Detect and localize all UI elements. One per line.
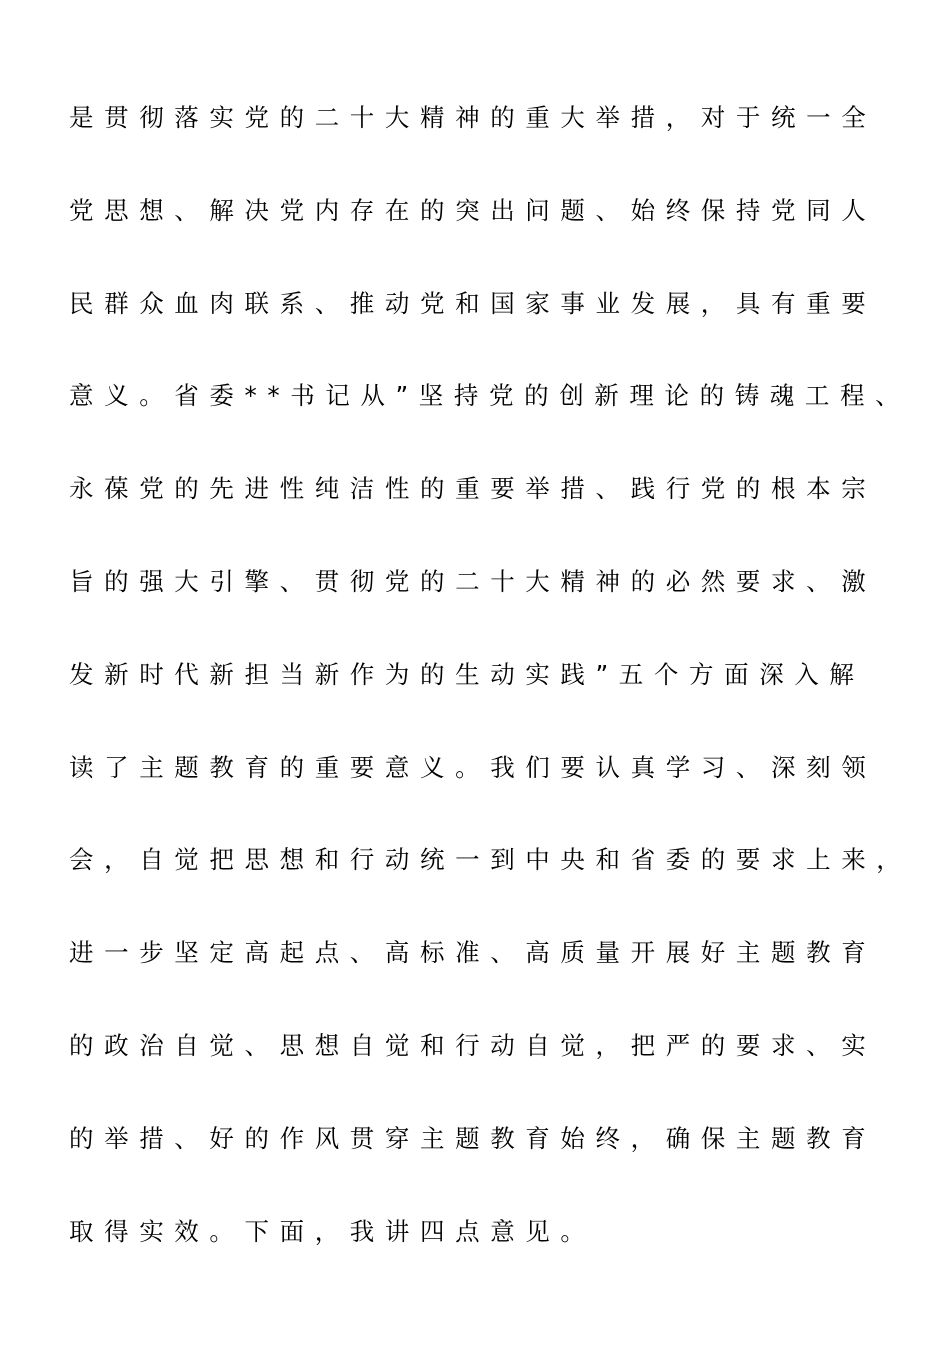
text-line: 是贯彻落实党的二十大精神的重大举措，对于统一全 [69, 103, 877, 132]
text-line: 取得实效。下面，我讲四点意见。 [69, 1216, 596, 1246]
text-line: 旨的强大引擎、贯彻党的二十大精神的必然要求、激 [69, 566, 877, 596]
text-line: 的政治自觉、思想自觉和行动自觉，把严的要求、实 [69, 1030, 877, 1060]
text-line: 党思想、解决党内存在的突出问题、始终保持党同人 [69, 195, 877, 225]
text-line: 会，自觉把思想和行动统一到中央和省委的要求上来， [69, 845, 912, 875]
text-line: 永葆党的先进性纯洁性的重要举措、践行党的根本宗 [69, 474, 877, 504]
text-line: 意义。省委**书记从”坚持党的创新理论的铸魂工程、 [69, 381, 911, 411]
text-line: 民群众血肉联系、推动党和国家事业发展，具有重要 [69, 288, 877, 318]
body-paragraph [69, 95, 939, 1301]
text-line: 的举措、好的作风贯穿主题教育始终，确保主题教育 [69, 1123, 877, 1153]
text-line: 读了主题教育的重要意义。我们要认真学习、深刻领 [69, 752, 877, 782]
text-line: 进一步坚定高起点、高标准、高质量开展好主题教育 [69, 938, 877, 968]
text-line: 发新时代新担当新作为的生动实践”五个方面深入解 [69, 659, 865, 689]
